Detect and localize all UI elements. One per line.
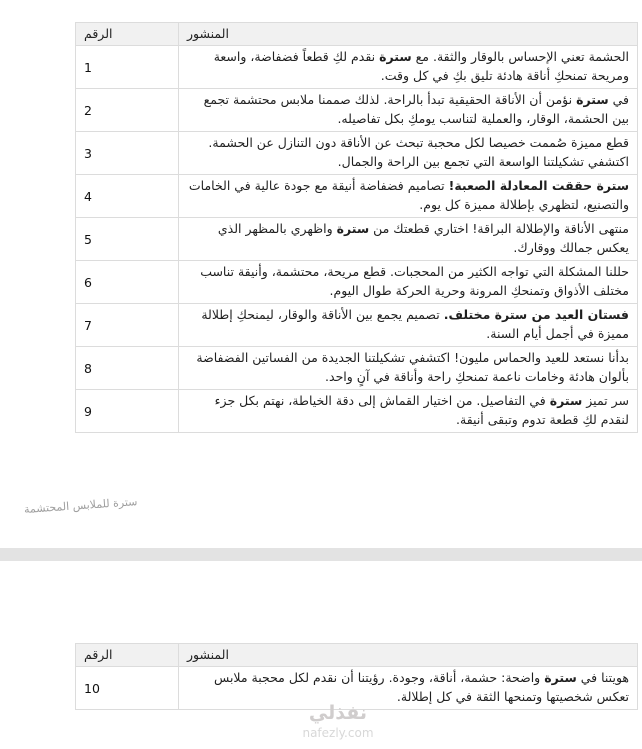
- table-row: [76, 218, 638, 261]
- header-row: [76, 23, 638, 46]
- row-number-cell: 4: [76, 175, 179, 218]
- post-text-cell: في سترة نؤمن أن الأناقة الحقيقية تبدأ بالراحة. لذلك صممنا ملابس محتشمة تجمع بين الحشمة، الوقار، والعملية لتناسب يومكِ بكل تفاصيله.: [179, 89, 638, 132]
- posts-table-lower: [75, 643, 638, 710]
- post-text-cell: سترة حققت المعادلة الصعبة! تصاميم فضفاضة أنيقة مع جودة عالية في الخامات والتصنيع، لتظهري بإطلالة مميزة كل يوم.: [179, 175, 638, 218]
- post-text-cell: بدأنا نستعد للعيد والحماس مليون! اكتشفي تشكيلتنا الجديدة من الفساتين الفضفاضة بألوان هادئة وخامات ناعمة تمنحكِ راحة وأناقة في آنٍ واحد.: [179, 347, 638, 390]
- row-number-cell: 1: [76, 46, 179, 89]
- row-number-cell: 8: [76, 347, 179, 390]
- table-body-upper: [76, 46, 638, 433]
- row-number-cell: 9: [76, 390, 179, 433]
- table-header: [76, 644, 638, 667]
- table-row: [76, 347, 638, 390]
- brand-logo-text: نفذلي: [308, 702, 368, 724]
- table-row: [76, 46, 638, 89]
- row-number-cell: 3: [76, 132, 179, 175]
- row-number-cell: 2: [76, 89, 179, 132]
- post-text-cell: سر تميز سترة في التفاصيل. من اختيار القماش إلى دقة الخياطة، نهتم بكل جزء لنقدم لكِ قطعة تدوم وتبقى أنيقة.: [179, 390, 638, 433]
- table-row: [76, 89, 638, 132]
- side-watermark-text: سترة للملابس المحتشمة: [23, 495, 138, 516]
- table-row: [76, 175, 638, 218]
- post-text-cell: الحشمة تعني الإحساس بالوقار والثقة. مع سترة نقدم لكِ قطعاً فضفاضة، واسعة ومريحة تمنحكِ أناقة هادئة تليق بكِ في كل وقت.: [179, 46, 638, 89]
- brand-watermark: [263, 702, 413, 741]
- table-row: [76, 304, 638, 347]
- posts-table-upper: [75, 22, 638, 433]
- post-text-cell: منتهى الأناقة والإطلالة البراقة! اختاري قطعتك من سترة واظهري بالمظهر الذي يعكس جمالك ووقارك.: [179, 218, 638, 261]
- row-number-cell: 10: [76, 667, 179, 710]
- table-row: [76, 261, 638, 304]
- page-break-divider: [0, 548, 642, 561]
- column-header-number: الرقم: [76, 23, 179, 46]
- header-row: [76, 644, 638, 667]
- column-header-number: الرقم: [76, 644, 179, 667]
- row-number-cell: 6: [76, 261, 179, 304]
- post-text-cell: فستان العيد من سترة مختلف. تصميم يجمع بين الأناقة والوقار، ليمنحكِ إطلالة مميزة في أجمل أيام السنة.: [179, 304, 638, 347]
- post-text-cell: قطع مميزة صُممت خصيصا لكل محجبة تبحث عن الأناقة دون التنازل عن الحشمة. اكتشفي تشكيلتنا الواسعة التي تجمع بين الراحة والجمال.: [179, 132, 638, 175]
- table-header: [76, 23, 638, 46]
- post-text-cell: هويتنا في سترة واضحة: حشمة، أناقة، وجودة. رؤيتنا أن نقدم لكل محجبة ملابس تعكس شخصيتها وتمنحها الثقة في كل إطلالة.: [179, 667, 638, 710]
- column-header-post: المنشور: [179, 23, 638, 46]
- column-header-post: المنشور: [179, 644, 638, 667]
- brand-domain-text: nafezly.com: [302, 726, 374, 740]
- table-row: [76, 132, 638, 175]
- row-number-cell: 5: [76, 218, 179, 261]
- row-number-cell: 7: [76, 304, 179, 347]
- table-row: [76, 390, 638, 433]
- post-text-cell: حللنا المشكلة التي تواجه الكثير من المحجبات. قطع مريحة، محتشمة، وأنيقة تناسب مختلف الأذواق وتمنحكِ المرونة وحرية الحركة طوال اليوم.: [179, 261, 638, 304]
